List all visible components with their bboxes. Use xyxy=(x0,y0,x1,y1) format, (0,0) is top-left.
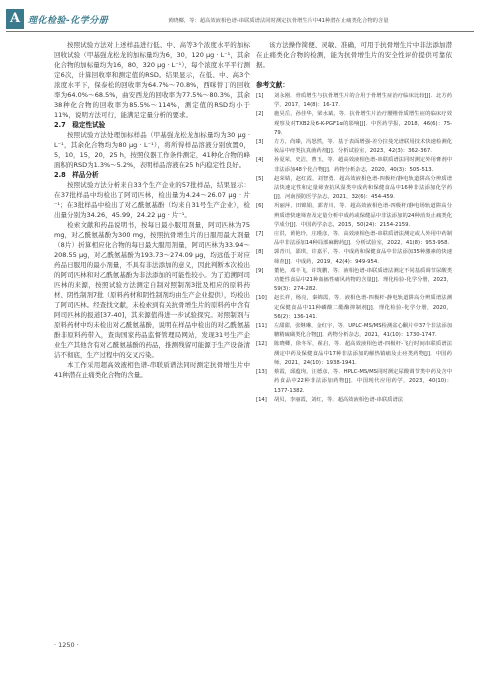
journal-name: 理化检验-化学分册 xyxy=(28,16,109,26)
reference-text: 赵长祥，杨亮，秦锦霞，等．液相色谱-四极杆-静电轨道阱高分辨质谱法测定保健食品中11种磷酸二酯酶抑制剂[J]．理化检验-化学分册，2020，56(2)：136-141. xyxy=(274,295,452,320)
article-running-title: 黄晓椰，等：超高效液相色谱-串联质谱法同时测定抗骨增生片中41种潜在止痛类化合物的含量 xyxy=(168,18,389,24)
reference-item xyxy=(256,322,452,340)
reference-text: 施昊岳，孙佳华，梁水斌，等．抗骨增生片治疗腰椎骨质增生症的临床疗效观察及对TXB2及6-K-PGF1α的影响[J]．中医药学报，2018，46(6)：75-79. xyxy=(274,111,452,136)
reference-text: 胡贝，李丽霞，刘红，等．超高效液相色谱-串联质谱法 xyxy=(274,396,404,403)
reference-text: 刘永刚．骨质增生与抗骨增生片的合用于骨增生症治疗临床比较[J]．北方药学，2017，14(8)：16-17. xyxy=(274,93,452,109)
paragraph-conclusion-end: 该方法操作简便、灵敏、准确，可用于抗骨增生片中非法添加潜在止痛类化合物的检测，能为抗骨增生片的安全性评价提供可靠依据。 xyxy=(256,41,452,69)
reference-text: 巩丽萍，田锦娟，郭青川，等．超高效液相色谱-四极杆/静电场轨道阱高分辨质谱快速筛查及定量分析中成药或保健品中非法添加的24种消炎止痛类化学成分[J]．中国药学杂志，2015，50(24)：2154-2159. xyxy=(274,203,452,228)
journal-logo: A xyxy=(6,9,24,29)
reference-item xyxy=(256,92,452,110)
header-rule xyxy=(6,31,474,32)
reference-item xyxy=(256,294,452,322)
reference-item xyxy=(256,368,452,396)
reference-number: [4] xyxy=(256,157,264,164)
right-column xyxy=(256,40,452,405)
reference-text: 左甜甜，张继琳，金红宇，等．UPLC-MS/MS检测盆心酮片中37个非法添加糖精硫磺类化合物[J]．药物分析杂志，2021，41(10)：1730-1747. xyxy=(274,323,452,339)
reference-number: [7] xyxy=(256,231,264,238)
page-number: · 1250 · xyxy=(54,641,79,649)
references-title: 参考文献： xyxy=(256,81,289,89)
reference-item xyxy=(256,156,452,174)
reference-item xyxy=(256,202,452,230)
left-column xyxy=(54,40,250,380)
reference-item xyxy=(256,175,452,203)
reference-item xyxy=(256,340,452,368)
reference-item xyxy=(256,110,452,138)
reference-list xyxy=(256,92,452,405)
reference-text: 郭青川，邵琪，许嘉平，等．中成药和保健食品中非法添加35种激素的快速筛查[J]．中成药，2019，42(4)：949-954. xyxy=(274,249,452,265)
reference-number: [14] xyxy=(256,396,267,403)
reference-number: [11] xyxy=(256,323,267,330)
reference-text: 庄洪，黄艳玲，庄瑾彦，等．高效液相色谱-串联质谱法测定或人外用中药制品中非法添加14种局部麻醉药[J]．分析试验室，2022，41(8)：953-958. xyxy=(274,231,452,247)
reference-number: [13] xyxy=(256,369,267,376)
reference-item xyxy=(256,248,452,266)
reference-text: 孙夏荣，史洁，曹玉，等．超高效液相色谱-串联质谱法同时测定外用膏剂中非法添加48个化合物[J]．药物分析杂志，2020，40(3)：505-513. xyxy=(274,157,452,173)
reference-text: 董艳，邓丰飞，许筑鹏，等．液相色谱-串联质谱法测定不同基质调节尿酸类功能性食品中21种血搐性痛风药物的含量[J]．理化检验-化学分册，2023，59(3)：274-282. xyxy=(274,267,452,293)
reference-number: [3] xyxy=(256,139,264,146)
reference-item xyxy=(256,230,452,248)
reference-text: 蔡霞，邱蕴珣，汪德彦，等．HPLC-MS/MS同时测定尿酸调节类中药及含中药食品中22种非法添加药物[J]．中国现代应用药学，2023，40(10)：1377-1382. xyxy=(274,369,452,394)
reference-number: [10] xyxy=(256,295,267,302)
paragraph-discussion: 检索文献和药品说明书，按每日最小服用剂量，阿司匹林为75 mg，对乙酰氨基酚为300 mg，按照抗骨增生片的日服用最大剂量（8片）折算相应化合物的每日最大服用剂量，阿司匹林为33.94～208.55 μg，对乙酰氨基酚为193.73～274.09 μg，均远低于对应药品日服用的最小剂量，不具有非法添加的意义，因此判断本次检出的阿司匹林和对乙酰氨基酚为非法添加的可能性较小。为了追溯阿司匹林的来源，按照试验方法测定自制对照制剂3批及相应的原料药材、阴性制剂7批（原料药材和阴性制剂均由生产企业提供），均检出了阿司匹林。经查找文献，未检索到有关抗骨增生片的原料药中含有阿司匹林的报道[37-40]，其来源值得进一步试验探究。对照制剂与原料药材中均未检出对乙酰氨基酚，说明在样品中检出的对乙酰氨基酚非原料药带入，查询国家药品监督管理局网站，发现31号生产企业生产其他含有对乙酰氨基酚的药品，推测残留可能源于生产设备清洁不彻底，生产过程中的交叉污染。 xyxy=(54,221,250,359)
paragraph-stability: 按照试验方法处理加标样品（甲基强龙松龙加标量均为30 μg · L⁻¹，其余化合物均为80 μg · L⁻¹），将所得样品溶液分别放置0，5，10，15，20，25 h，按照仪器工作条件测定，41种化合物的峰面积的RSD为1.3%～5.2%，表明样品溶液在25 h内稳定性良好。 xyxy=(54,131,250,169)
reference-number: [8] xyxy=(256,249,264,256)
paragraph-conclusion-start: 本工作采用超高效液相色谱-串联质谱法同时测定抗骨增生片中41种潜在止痛类化合物的含量。 xyxy=(54,361,250,379)
reference-number: [9] xyxy=(256,267,264,274)
reference-number: [6] xyxy=(256,203,264,210)
reference-item xyxy=(256,396,452,405)
paragraph-sample-results: 按照试验方法分析来自33个生产企业的57批样品，结果显示：在37批样品中均检出了阿司匹林，检出量为4.24～26.07 μg · 片⁻¹；在3批样品中检出了对乙酰氨基酚（均来自31号生产企业），检出量分别为34.26，45.99，24.22 μg · 片⁻¹。 xyxy=(54,181,250,219)
paragraph-recovery: 按照试验方法对上述样品进行低、中、高等3个浓度水平的加标回收试验（甲基强龙松龙的加标量均为6，30，120 μg · L⁻¹，其余化合物的加标量均为16，80，320 μg · L⁻¹），每个浓度水平平行测定6次，计算回收率和测定值的RSD。结果显示，在低、中、高3个浓度水平下，保泰松的回收率为64.7%～70.8%，西咪替丁的回收率为64.0%～68.5%，曲安西龙的回收率为77.5%～80.3%，其余38种化合物的回收率为85.5%～114%，测定值的RSD均小于11%，说明方法可行，能满足定量分析的要求。 xyxy=(54,41,250,119)
reference-text: 陈晓卿，徐冬军，翟启，等．超高效液相色谱-四极杆-飞行时间串联质谱法测定中药及保健食品中17种非法添加的解热镇痛及止痉类药物[J]．中国药师，2021，24(10)：1938-1941. xyxy=(274,341,452,366)
reference-item xyxy=(256,138,452,156)
reference-number: [5] xyxy=(256,175,264,182)
running-header xyxy=(0,0,480,34)
reference-number: [2] xyxy=(256,111,264,118)
section-heading-stability: 2.7 稳定性试验 xyxy=(54,121,106,129)
section-heading-sample-analysis: 2.8 样品分析 xyxy=(54,171,99,179)
reference-item xyxy=(256,267,452,295)
reference-text: 方方，尚臻，冯怒然，等．基于表面增强-差分拉曼光谱联用技术快速检测化妆品中痔类抗真菌药剂[J]．分析试验室，2023，42(3)：362-367. xyxy=(274,139,452,155)
reference-number: [12] xyxy=(256,341,267,348)
reference-number: [1] xyxy=(256,93,264,99)
reference-text: 赵荣婧，赵红霞，刘智勇．超高效液相色谱-四极杆/静电轨道阱高分辨质谱法快速定性和定量筛查抗风湿类中成药和保健食品中16种非法添加化学药[J]．河南预防医学杂志，2021，32(6)：454-459. xyxy=(274,175,452,201)
